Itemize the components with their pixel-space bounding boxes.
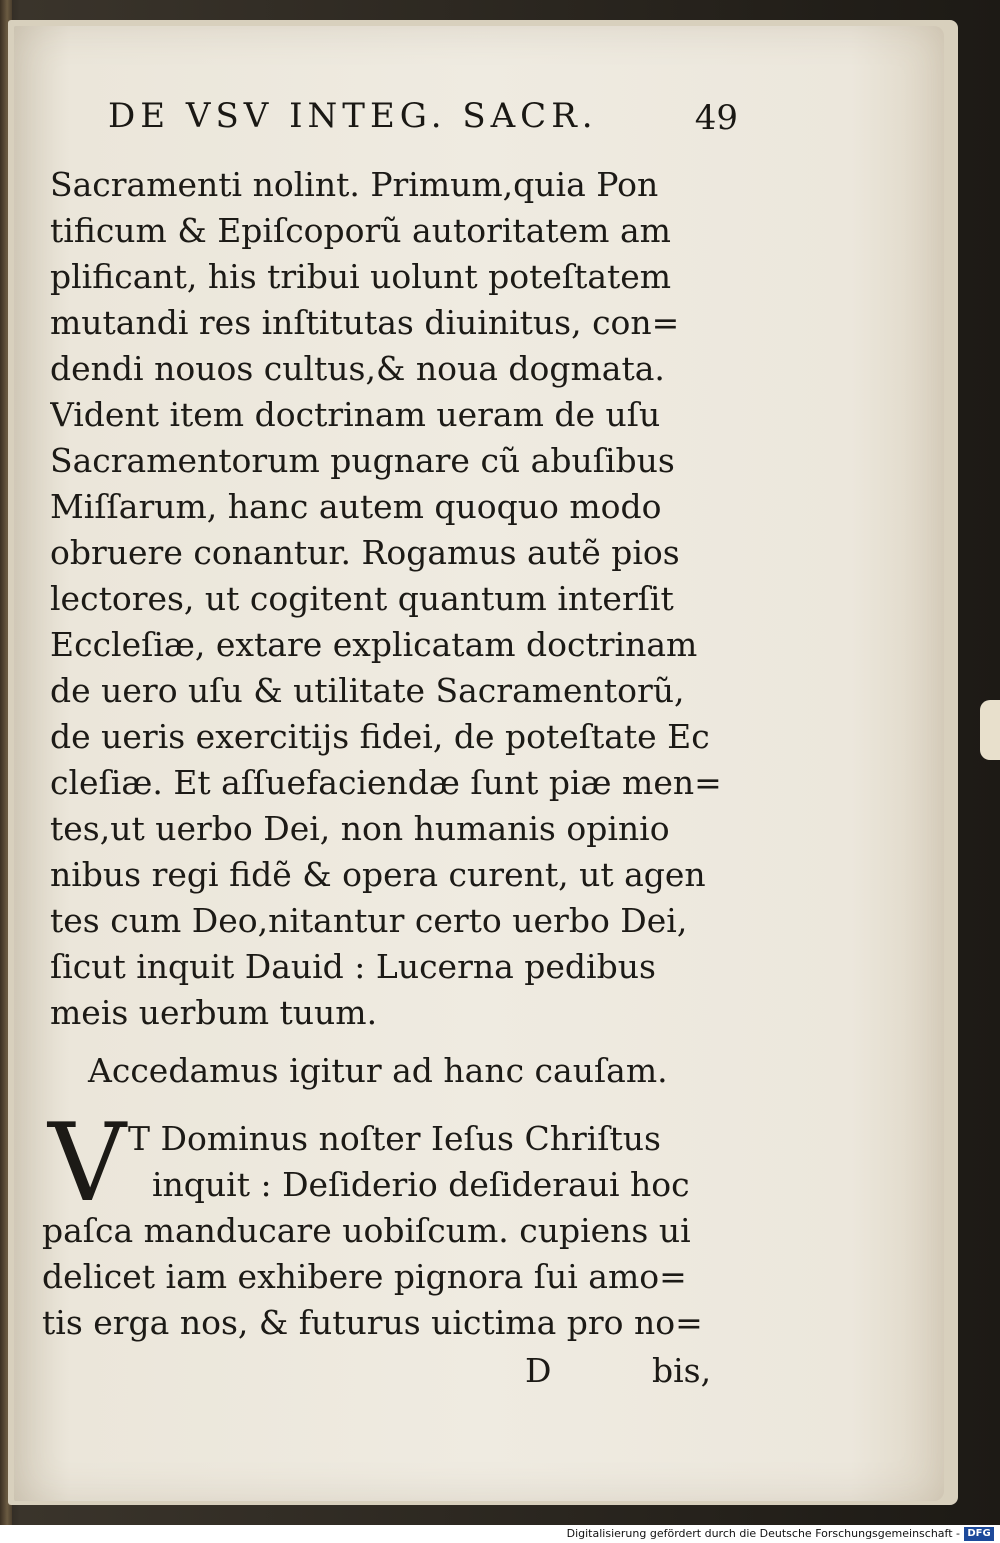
page-header xyxy=(108,96,738,152)
text-line: dendi nouos cultus,& noua dogmata. xyxy=(50,349,665,388)
text-line: plificant, his tribui uolunt poteſtatem xyxy=(50,257,672,296)
text-line: Vident item doctrinam ueram de uſu xyxy=(50,395,661,434)
text-line: tes cum Deo,nitantur certo uerbo Dei, xyxy=(50,901,688,940)
text-line: cleſiæ. Et aſſuefaciendæ ſunt piæ men= xyxy=(50,763,722,802)
running-title: DE VSV INTEG. SACR. xyxy=(108,96,598,136)
text-line: de uero uſu & utilitate Sacramentorũ, xyxy=(50,671,685,710)
text-line: de ueris exercitijs fidei, de poteſtate Ec xyxy=(50,717,710,756)
text-line: tis erga nos, & futurus uictima pro no= xyxy=(42,1303,703,1342)
text-line: nibus regi fidẽ & opera curent, ut agen xyxy=(50,855,706,894)
dfg-logo: DFG xyxy=(964,1527,994,1541)
text-line: ſicut inquit Dauid : Lucerna pedibus xyxy=(50,947,656,986)
text-line: Sacramentorum pugnare cũ abuſibus xyxy=(50,441,675,480)
dropcap-initial: V xyxy=(48,1101,126,1226)
text-line: inquit : Deſiderio deſideraui hoc xyxy=(152,1165,690,1204)
text-line: Eccleſiæ, extare explicatam doctrinam xyxy=(50,625,698,664)
text-line: obruere conantur. Rogamus autẽ pios xyxy=(50,533,680,572)
text-line: mutandi res inſtitutas diuinitus, con= xyxy=(50,303,680,342)
text-line: meis uerbum tuum. xyxy=(50,993,378,1032)
catchword: bis, xyxy=(652,1351,712,1390)
text-line: Miſſarum, hanc autem quoquo modo xyxy=(50,487,662,526)
funding-credit: Digitalisierung gefördert durch die Deutsche Forschungsgemeinschaft - xyxy=(566,1527,960,1540)
text-line: delicet iam exhibere pignora ſui amo= xyxy=(42,1257,687,1296)
section-heading: Accedamus igitur ad hanc cauſam. xyxy=(88,1051,668,1090)
binding-glare xyxy=(980,700,1000,760)
text-line: lectores, ut cogitent quantum interſit xyxy=(50,579,674,618)
text-line: T Dominus noſter Ieſus Chriſtus xyxy=(128,1119,661,1158)
section-paragraph xyxy=(40,1101,730,1352)
text-line: tificum & Epiſcoporũ autoritatem am xyxy=(50,211,671,250)
text-line: paſca manducare uobiſcum. cupiens ui xyxy=(42,1211,691,1250)
text-line: Sacramenti nolint. Primum,quia Pon xyxy=(50,165,659,204)
text-line: tes,ut uerbo Dei, non humanis opinio xyxy=(50,809,670,848)
body-paragraph xyxy=(50,162,730,1036)
signature-mark: D xyxy=(525,1351,552,1390)
page-number: 49 xyxy=(694,98,738,138)
